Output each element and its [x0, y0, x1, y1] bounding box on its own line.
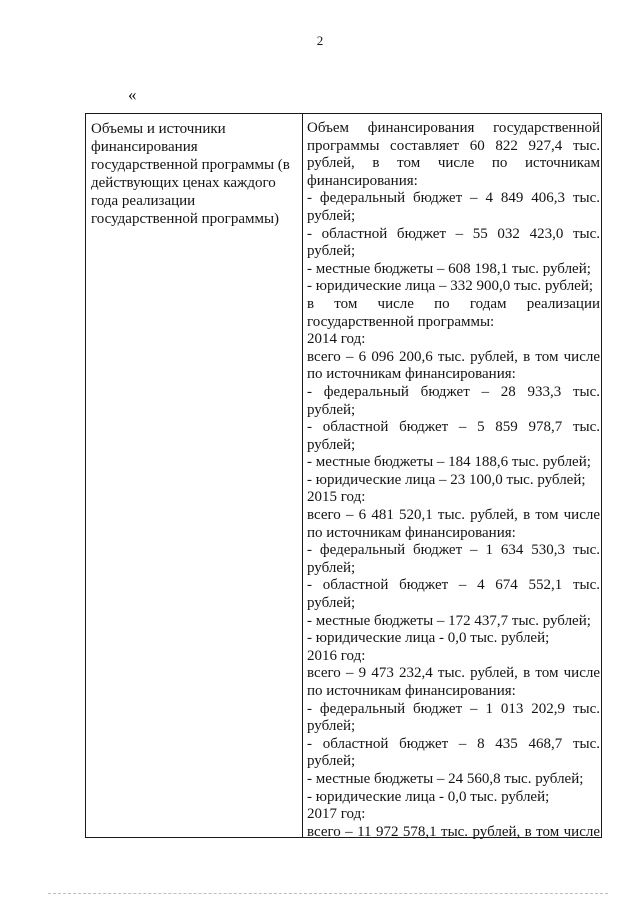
detail-line: - областной бюджет – 8 435 468,7 тыс. [307, 735, 600, 752]
column-divider [302, 114, 303, 837]
detail-line: 2016 год: [307, 647, 366, 664]
opening-quote: « [128, 85, 137, 104]
detail-line: рублей; [307, 753, 356, 770]
detail-line: Объем финансирования государственной [307, 120, 600, 136]
detail-line: по источникам финансирования: [307, 366, 516, 383]
detail-line: всего – 11 972 578,1 тыс. рублей, в том числе [307, 823, 600, 840]
detail-line: рублей, в том числе по источникам [307, 155, 600, 172]
detail-line: рублей; [307, 243, 356, 260]
financing-details-cell [307, 120, 600, 841]
label-line: действующих ценах каждого [91, 175, 276, 191]
detail-line: - юридические лица – 23 100,0 тыс. рублей; [307, 471, 586, 488]
label-line: года реализации [91, 193, 196, 209]
detail-line: всего – 6 481 520,1 тыс. рублей, в том числе [307, 507, 600, 524]
detail-line: рублей; [307, 718, 356, 735]
label-line: Объемы и источники [91, 121, 226, 137]
detail-line: программы составляет 60 822 927,4 тыс. [307, 137, 600, 154]
detail-line: рублей; [307, 595, 356, 612]
detail-line: - местные бюджеты – 24 560,8 тыс. рублей; [307, 770, 584, 787]
detail-line: государственной программы: [307, 313, 495, 330]
detail-line: - федеральный бюджет – 28 933,3 тыс. [307, 383, 600, 400]
label-line: государственной программы) [91, 211, 280, 227]
detail-line: - федеральный бюджет – 4 849 406,3 тыс. [307, 190, 600, 207]
detail-line: всего – 6 096 200,6 тыс. рублей, в том числе [307, 348, 600, 365]
financing-label-cell [91, 120, 296, 228]
detail-line: рублей; [307, 559, 356, 576]
page-bottom-rule [48, 893, 608, 894]
detail-line: - областной бюджет – 5 859 978,7 тыс. [307, 419, 600, 436]
detail-line: рублей; [307, 436, 356, 453]
detail-line: по источникам финансирования: [307, 524, 516, 541]
detail-line: 2014 год: [307, 331, 366, 348]
detail-line: финансирования: [307, 172, 418, 189]
detail-line: рублей; [307, 207, 356, 224]
detail-line: - юридические лица – 332 900,0 тыс. рублей; [307, 278, 594, 295]
detail-line: 2017 год: [307, 806, 366, 823]
page-number: 2 [316, 33, 324, 48]
detail-line: - областной бюджет – 55 032 423,0 тыс. [307, 225, 600, 242]
label-line: государственной программы (в [91, 157, 290, 173]
detail-line: 2015 год: [307, 489, 366, 506]
detail-line: - юридические лица - 0,0 тыс. рублей; [307, 788, 550, 805]
detail-line: - юридические лица - 0,0 тыс. рублей; [307, 630, 550, 647]
detail-line: всего – 9 473 232,4 тыс. рублей, в том числе [307, 665, 600, 682]
detail-line: - федеральный бюджет – 1 013 202,9 тыс. [307, 700, 600, 717]
detail-line: - местные бюджеты – 172 437,7 тыс. рублей; [307, 612, 591, 629]
detail-line: - местные бюджеты – 608 198,1 тыс. рублей; [307, 260, 591, 277]
detail-line: - федеральный бюджет – 1 634 530,3 тыс. [307, 542, 600, 559]
detail-line: - областной бюджет – 4 674 552,1 тыс. [307, 577, 600, 594]
detail-line: - местные бюджеты – 184 188,6 тыс. рублей; [307, 454, 591, 471]
financing-table [85, 113, 602, 838]
detail-line: в том числе по годам реализации [307, 295, 600, 312]
detail-line: по источникам финансирования: [307, 683, 516, 699]
detail-line: рублей; [307, 401, 356, 418]
label-line: финансирования [91, 139, 198, 155]
